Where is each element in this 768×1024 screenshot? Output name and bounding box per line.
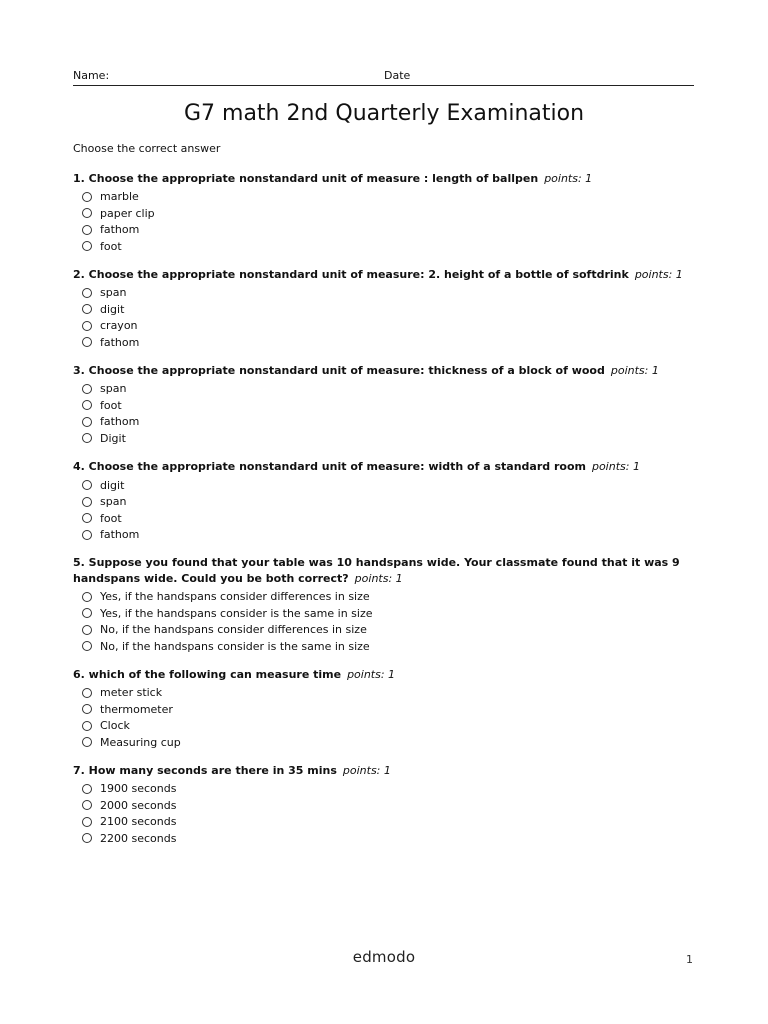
question-prompt: 5. Suppose you found that your table was 10 handspans wide. Your classmate found that it was 9 handspans wide. Could you be both correct? [73,556,680,585]
answer-option[interactable] [73,334,695,351]
question-5 [73,555,695,654]
option-label: foot [100,398,122,412]
option-label: fathom [100,528,140,542]
points-label: points: 1 [591,460,640,474]
answer-option[interactable] [73,797,695,814]
question-text [73,459,695,475]
answer-option[interactable] [73,814,695,831]
answer-option[interactable] [73,526,695,543]
question-3 [73,363,695,447]
radio-button-icon[interactable] [82,225,92,235]
option-label: span [100,382,127,396]
answer-option[interactable] [73,734,695,751]
option-label: fathom [100,223,140,237]
option-label: No, if the handspans consider is the same in size [100,639,370,653]
question-prompt: 1. Choose the appropriate nonstandard unit of measure : length of ballpen [73,172,539,185]
answer-option[interactable] [73,430,695,447]
question-1 [73,171,695,255]
points-label: points: 1 [610,364,659,378]
header-line [73,68,694,86]
radio-button-icon[interactable] [82,592,92,602]
answer-option[interactable] [73,621,695,638]
option-label: fathom [100,415,140,429]
option-label: 2100 seconds [100,815,177,829]
option-label: meter stick [100,686,163,700]
answer-option[interactable] [73,397,695,414]
question-list [73,171,695,859]
question-prompt: 7. How many seconds are there in 35 mins [73,764,337,778]
radio-button-icon[interactable] [82,337,92,347]
option-label: 2000 seconds [100,798,177,812]
answer-option[interactable] [73,285,695,302]
option-label: thermometer [100,702,173,716]
radio-button-icon[interactable] [82,833,92,843]
points-label: points: 1 [634,268,683,282]
radio-button-icon[interactable] [82,384,92,394]
question-prompt: 6. which of the following can measure time [73,667,342,681]
option-label: 1900 seconds [100,782,177,796]
option-label: Yes, if the handspans consider is the same in size [100,606,373,620]
radio-button-icon[interactable] [82,530,92,540]
radio-button-icon[interactable] [82,417,92,427]
question-2 [73,267,695,351]
answer-option[interactable] [73,605,695,622]
option-label: digit [100,302,125,316]
option-label: foot [100,511,122,525]
question-text [73,267,695,283]
answer-option[interactable] [73,301,695,318]
option-label: span [100,495,127,509]
radio-button-icon[interactable] [82,433,92,443]
answer-option[interactable] [73,510,695,527]
option-label: crayon [100,319,138,333]
option-label: Digit [100,431,126,445]
answer-option[interactable] [73,684,695,701]
points-label: points: 1 [342,764,391,778]
answer-option[interactable] [73,414,695,431]
points-label: points: 1 [347,667,396,681]
radio-button-icon[interactable] [82,208,92,218]
radio-button-icon[interactable] [82,192,92,202]
radio-button-icon[interactable] [82,817,92,827]
question-prompt: 2. Choose the appropriate nonstandard unit of measure: 2. height of a bottle of softdrink [73,268,629,282]
edmodo-logo: edmodo [352,948,416,966]
radio-button-icon[interactable] [82,400,92,410]
answer-option[interactable] [73,381,695,398]
page-number: 1 [686,953,693,966]
radio-button-icon[interactable] [82,288,92,298]
points-label: points: 1 [544,172,593,185]
answer-option[interactable] [73,205,695,222]
question-prompt: 3. Choose the appropriate nonstandard unit of measure: thickness of a block of wood [73,364,605,378]
option-label: Clock [100,719,130,733]
option-label: span [100,286,127,300]
question-7 [73,763,695,847]
question-text [73,667,695,683]
radio-button-icon[interactable] [82,608,92,618]
option-label: paper clip [100,206,155,220]
name-label: Name: [73,69,110,82]
option-label: marble [100,190,139,204]
radio-button-icon[interactable] [82,480,92,490]
answer-option[interactable] [73,588,695,605]
radio-button-icon[interactable] [82,704,92,714]
radio-button-icon[interactable] [82,641,92,651]
radio-button-icon[interactable] [82,321,92,331]
answer-option[interactable] [73,318,695,335]
radio-button-icon[interactable] [82,688,92,698]
question-text [73,171,695,187]
option-label: Yes, if the handspans consider differences in size [100,590,370,604]
question-4 [73,459,695,543]
option-label: digit [100,478,125,492]
answer-option[interactable] [73,781,695,798]
points-label: points: 1 [354,571,403,585]
instructions: Choose the correct answer [73,142,221,155]
answer-option[interactable] [73,189,695,206]
answer-option[interactable] [73,830,695,847]
option-label: No, if the handspans consider differences in size [100,623,367,637]
date-label: Date [384,69,411,82]
answer-option[interactable] [73,493,695,510]
question-text [73,363,695,379]
answer-option[interactable] [73,717,695,734]
answer-option[interactable] [73,238,695,255]
question-prompt: 4. Choose the appropriate nonstandard unit of measure: width of a standard room [73,460,586,474]
radio-button-icon[interactable] [82,513,92,523]
radio-button-icon[interactable] [82,241,92,251]
page-title: G7 math 2nd Quarterly Examination [183,101,585,126]
radio-button-icon[interactable] [82,737,92,747]
option-label: fathom [100,335,140,349]
radio-button-icon[interactable] [82,497,92,507]
question-text [73,555,695,586]
option-label: Measuring cup [100,735,181,749]
radio-button-icon[interactable] [82,784,92,794]
question-text [73,763,695,779]
radio-button-icon[interactable] [82,721,92,731]
radio-button-icon[interactable] [82,304,92,314]
answer-option[interactable] [73,222,695,239]
answer-option[interactable] [73,638,695,655]
question-6 [73,667,695,751]
radio-button-icon[interactable] [82,625,92,635]
option-label: foot [100,239,122,253]
answer-option[interactable] [73,701,695,718]
radio-button-icon[interactable] [82,800,92,810]
option-label: 2200 seconds [100,831,177,845]
answer-option[interactable] [73,477,695,494]
